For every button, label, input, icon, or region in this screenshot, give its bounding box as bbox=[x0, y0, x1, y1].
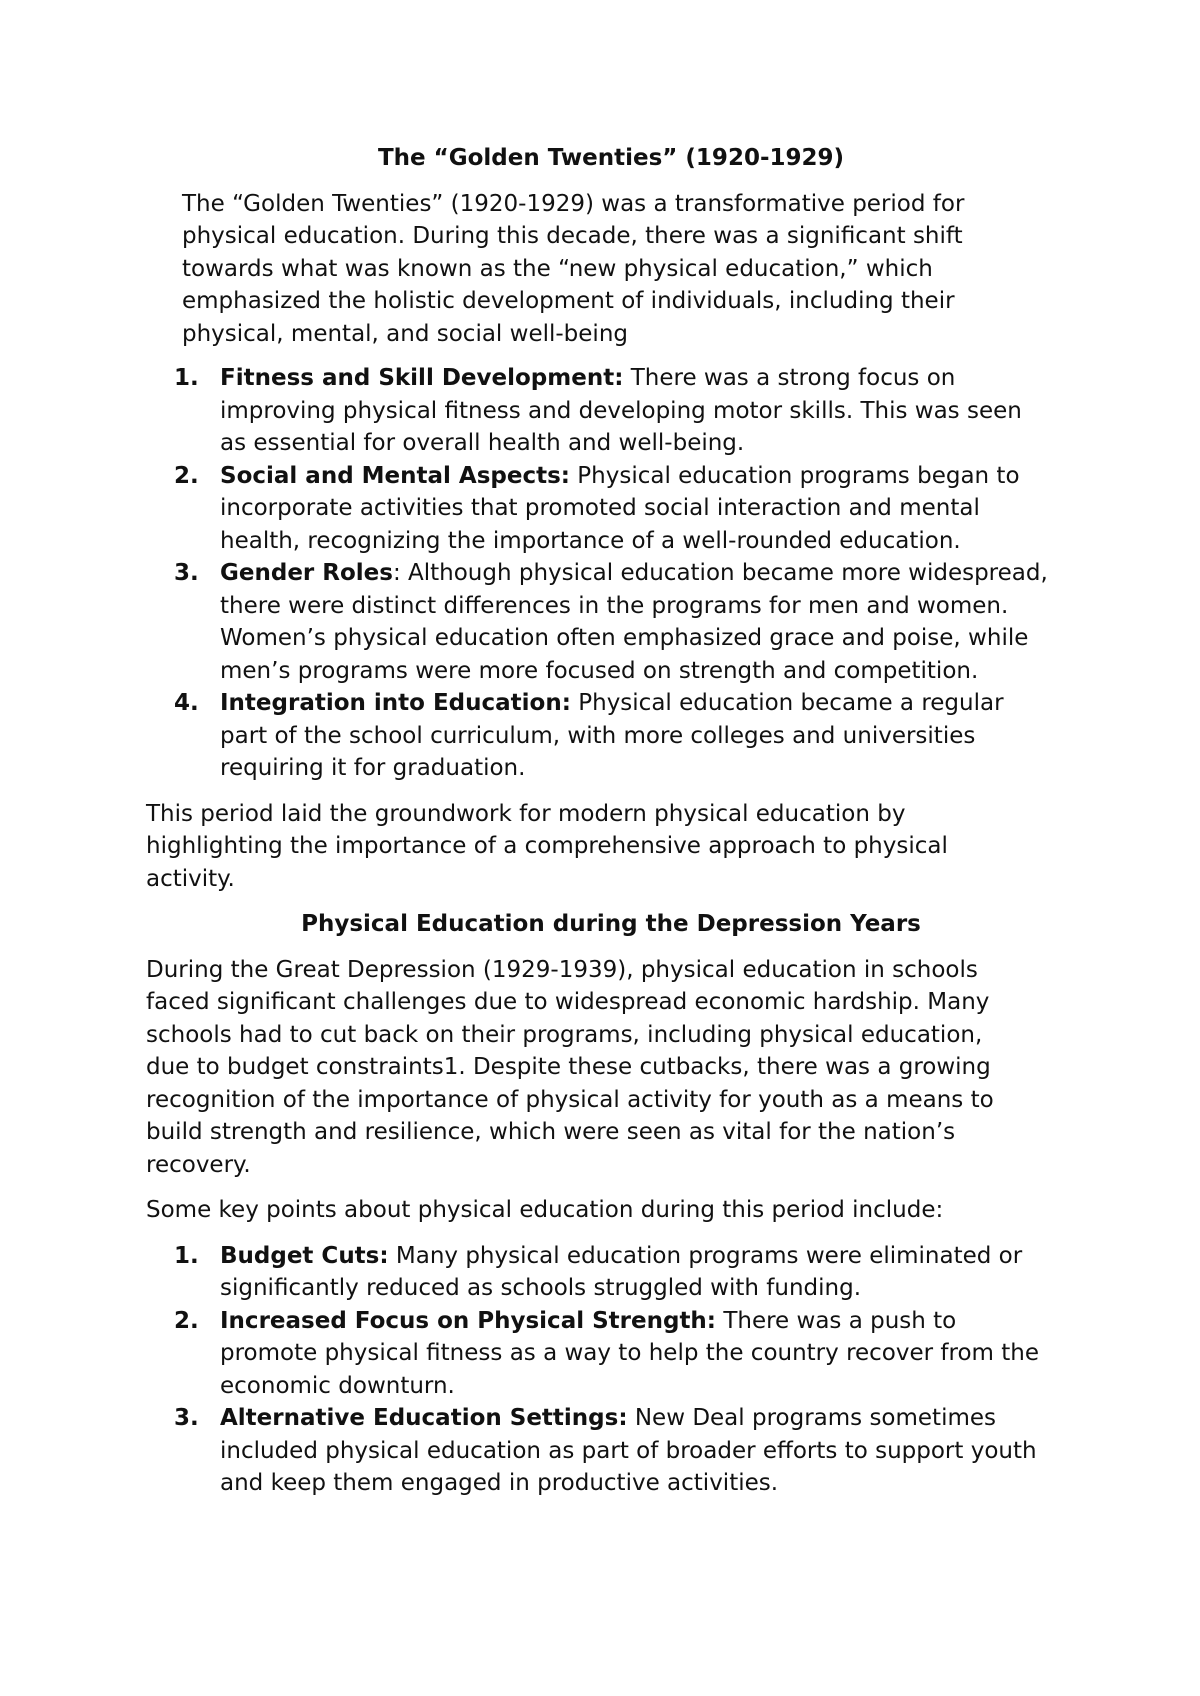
list-number: 2. bbox=[174, 1307, 199, 1334]
document-page bbox=[146, 142, 1076, 1513]
list-item bbox=[174, 1305, 1050, 1403]
list-item bbox=[174, 362, 1050, 460]
list-item-text: Physical education programs began to incorporate activities that promoted social interaction and mental health, recognizing the importance of a well-rounded education. bbox=[220, 462, 1020, 554]
list-item-label: Gender Roles bbox=[220, 560, 393, 586]
lead-in-paragraph: Some key points about physical education during this period include: bbox=[146, 1197, 944, 1223]
list-number: 1. bbox=[174, 365, 199, 391]
list-number: 2. bbox=[174, 462, 199, 489]
list-item bbox=[174, 460, 1050, 558]
list-item-text: New Deal programs sometimes included physical education as part of broader efforts to support youth and keep them engaged in productive activities. bbox=[220, 1405, 1037, 1496]
depression-paragraph: During the Great Depression (1929-1939), physical education in schools faced significant challenges due to widespread economic hardship. Many schools had to cut back on their programs, including physical education, due to budget constraints1. Despite these cutbacks, there was a growing recognition of the importance of physical activity for youth as a means to build strength and resilience, which were seen as vital for the nation’s recovery. bbox=[146, 956, 994, 1178]
list-number: 3. bbox=[174, 560, 199, 586]
list-item bbox=[174, 557, 1050, 687]
list-number: 1. bbox=[174, 1242, 199, 1269]
section-title-golden-twenties: The “Golden Twenties” (1920-1929) bbox=[377, 145, 845, 171]
list-item bbox=[174, 1402, 1050, 1500]
list-item-text: : Although physical education became more widespread, there were distinct differences in the programs for men and women. Women’s physical education often emphasized grace and poise, while men’s programs were more focused on strength and competition. bbox=[220, 560, 1048, 684]
list-item-text: There was a strong focus on improving physical fitness and developing motor skills. This was seen as essential for overall health and well-being. bbox=[220, 365, 1022, 456]
list-item-text: There was a push to promote physical fitness as a way to help the country recover from the economic downturn. bbox=[220, 1307, 1039, 1399]
list-item-label: Budget Cuts: bbox=[220, 1242, 389, 1269]
list-item-label: Alternative Education Settings: bbox=[220, 1405, 628, 1431]
list-item bbox=[174, 687, 1050, 785]
list-item-text: Physical education became a regular part of the school curriculum, with more colleges and universities requiring it for graduation. bbox=[220, 690, 1004, 781]
list-item-label: Fitness and Skill Development: bbox=[220, 365, 624, 391]
list-item-text: Many physical education programs were eliminated or significantly reduced as schools struggled with funding. bbox=[220, 1242, 1023, 1301]
list-item bbox=[174, 1240, 1050, 1305]
section-title-depression-years: Physical Education during the Depression Years bbox=[301, 911, 921, 937]
conclusion-paragraph: This period laid the groundwork for modern physical education by highlighting the importance of a comprehensive approach to physical activity. bbox=[146, 800, 948, 892]
golden-twenties-list bbox=[146, 362, 1076, 785]
depression-key-points-list bbox=[146, 1240, 1076, 1500]
list-number: 3. bbox=[174, 1405, 199, 1431]
list-number: 4. bbox=[174, 690, 199, 716]
list-item-label: Social and Mental Aspects: bbox=[220, 462, 570, 489]
list-item-label: Integration into Education: bbox=[220, 690, 571, 716]
list-item-label: Increased Focus on Physical Strength: bbox=[220, 1307, 717, 1334]
intro-paragraph: The “Golden Twenties” (1920-1929) was a transformative period for physical education. During this decade, there was a significant shift towards what was known as the “new physical education,” which emphasized the holistic development of individuals, including their physical, mental, and social well-being bbox=[182, 190, 965, 347]
